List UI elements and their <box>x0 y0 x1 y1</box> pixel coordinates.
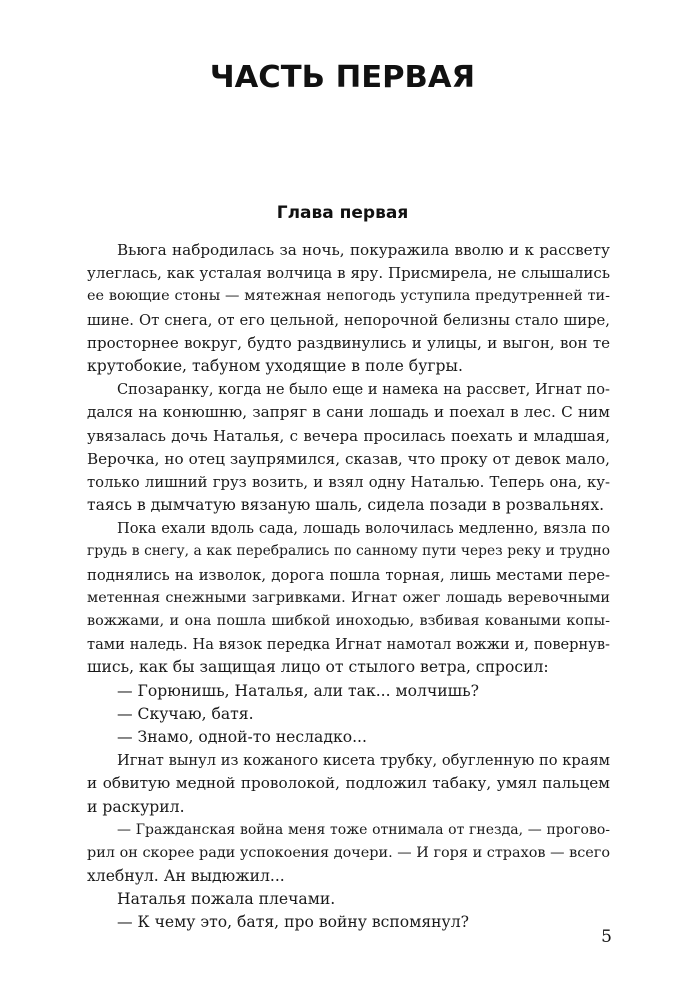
text-line: крутобокие, табуном уходящие в поле бугры. <box>87 356 463 375</box>
text-line: Верочка, но отец заупрямился, сказав, что проку от девок мало, <box>87 449 610 468</box>
text-line: грудь в снегу, а как перебрались по санному пути через реку и трудно <box>87 543 610 560</box>
text-line: Пока ехали вдоль сада, лошадь волочилась медленно, вязла по <box>117 520 610 538</box>
text-line: — Горюнишь, Наталья, али так... молчишь? <box>117 681 479 700</box>
text-line: вожжами, и она пошла шибкой иноходью, взбивая коваными копы- <box>87 613 610 629</box>
text-line: Вьюга набродилась за ночь, покуражила вволю и к рассвету <box>117 241 610 259</box>
text-line: Игнат вынул из кожаного кисета трубку, обугленную по краям <box>117 752 610 770</box>
text-line: хлебнул. Ан выдюжил... <box>87 867 285 886</box>
page-number: 5 <box>601 927 612 947</box>
text-line: увязалась дочь Наталья, с вечера просилась поехать и младшая, <box>87 426 610 445</box>
part-title: ЧАСТЬ ПЕРВАЯ <box>209 60 476 95</box>
text-line: дался на конюшню, запряг в сани лошадь и поехал в лес. С ним <box>87 403 610 422</box>
text-line: — Знамо, одной-то несладко... <box>117 727 367 746</box>
body-text <box>87 239 610 935</box>
text-line: поднялись на изволок, дорога пошла торная, лишь местами пере- <box>87 566 610 584</box>
text-line: таясь в дымчатую вязаную шаль, сидела позади в розвальнях. <box>87 496 605 515</box>
text-line: шине. От снега, от его цельной, непорочной белизны стало шире, <box>87 311 610 329</box>
text-line: только лишний груз возить, и взял одну Наталью. Теперь она, ку- <box>87 473 610 491</box>
text-line: и обвитую медной проволокой, подложил табаку, умял пальцем <box>87 774 610 793</box>
text-line: улеглась, как усталая волчица в яру. Присмирела, не слышались <box>87 264 610 283</box>
text-line: ее воющие стоны — мятежная непогодь уступила предутренней ти- <box>87 288 610 305</box>
text-line: шись, как бы защищая лицо от стылого ветра, спросил: <box>87 658 549 677</box>
text-line: — К чему это, батя, про войну вспомянул? <box>117 913 470 932</box>
text-line: — Скучаю, батя. <box>117 704 254 723</box>
text-line: Спозаранку, когда не было еще и намека на рассвет, Игнат по- <box>117 381 610 399</box>
text-line: просторнее вокруг, будто раздвинулись и улицы, и выгон, вон те <box>87 333 610 352</box>
text-line: Наталья пожала плечами. <box>117 890 336 909</box>
text-line: рил он скорее ради успокоения дочери. — И горя и страхов — всего <box>87 844 610 861</box>
text-line: тами наледь. На вязок передка Игнат намотал вожжи и, повернув- <box>87 636 610 654</box>
text-line: — Гражданская война меня тоже отнимала от гнезда, — прогово- <box>117 821 610 838</box>
chapter-title: Глава первая <box>276 203 409 223</box>
text-line: метенная снежными загривками. Игнат ожег лошадь веревочными <box>87 589 610 606</box>
text-line: и раскурил. <box>87 797 185 816</box>
